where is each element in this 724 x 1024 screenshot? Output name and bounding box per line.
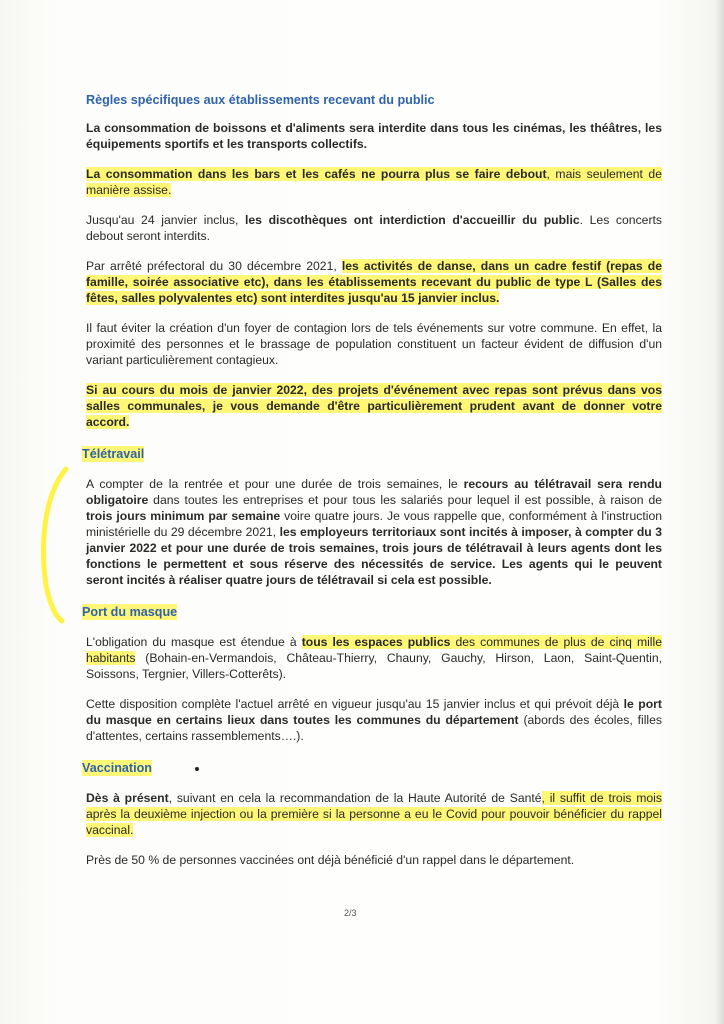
salles-bold: Si au cours du mois de janvier 2022, des projets d'événement avec repas sont prévus dans vos salles communales, je vous demande d'être particulièrement prudent avant de donner votre accord. — [86, 383, 662, 429]
masque-text-2: des communes de plus de cinq mille habitants — [86, 635, 662, 665]
masque-text-1: L'obligation du masque est étendue à — [86, 635, 302, 649]
vacc-highlight: , il suffit de trois mois après la deuxième injection ou la première si la personne a eu le Covid pour pouvoir bénéficier du rappel vaccinal. — [86, 791, 662, 837]
paragraph-danse — [86, 258, 662, 306]
paragraph-teletravail — [86, 476, 662, 588]
page-title: Règles spécifiques aux établissements recevant du public — [86, 93, 435, 107]
paragraph-consommation — [86, 120, 662, 152]
bars-text: , mais seulement de manière assise. — [86, 167, 662, 197]
masque-bold-2: le port du masque en certains lieux dans toutes les communes du département — [86, 697, 662, 727]
highlight-bars — [86, 167, 662, 197]
vacc-text-1: , suivant en cela la recommandation de la Haute Autorité de Santé — [168, 791, 542, 805]
tele-bold-3: les employeurs territoriaux sont incités à imposer, à compter du 3 janvier 2022 et pour une durée de trois semaines, trois jours de télétravail à leurs agents dont les fonctions le permettent et sous réserve des nécessités de service. Les agents qui le peuvent seront incités à réaliser quatre jours de télétravail si cela est possible. — [86, 525, 662, 587]
paragraph-consommation-text: La consommation de boissons et d'aliments sera interdite dans tous les cinémas, les théâtres, les équipements sportifs et les transports collectifs. — [86, 121, 662, 151]
heading-masque: Port du masque — [82, 605, 178, 619]
tele-text-3: voire quatre jours. Je vous rappelle que, conformément à l'instruction ministérielle du 29 décembre 2021, — [86, 509, 663, 539]
masque-text-4: Cette disposition complète l'actuel arrêté en vigueur jusqu'au 15 janvier inclus et qui prévoit déjà — [86, 697, 624, 711]
vacc-bold: Dès à présent — [86, 791, 169, 805]
danse-intro: Par arrêté préfectoral du 30 décembre 2021, — [86, 259, 342, 273]
highlighter-margin-mark — [36, 465, 76, 625]
page-number: 2/3 — [344, 908, 357, 918]
section-teletravail — [82, 444, 662, 588]
paragraph-masque-2 — [86, 696, 662, 744]
bars-bold-text: La consommation dans les bars et les cafés ne pourra plus se faire debout — [86, 167, 547, 181]
paragraph-masque-1 — [86, 634, 662, 682]
masque-text-3: (Bohain-en-Vermandois, Château-Thierry, Chauny, Gauchy, Hirson, Laon, Saint-Quentin, Soissons, Tergnier, Villers-Cotterêts). — [86, 651, 662, 681]
danse-bold: les activités de danse, dans un cadre festif (repas de famille, soirée associative etc), dans les établissements recevant du public de type L (Salles des fêtes, salles polyvalentes etc) sont interdites jusqu'au 15 janvier inclus. — [86, 259, 662, 305]
page-edge-shadow — [714, 0, 724, 1024]
paragraph-bars — [86, 166, 662, 198]
paragraph-foyer: Il faut éviter la création d'un foyer de contagion lors de tels événements sur votre commune. En effet, la proximité des personnes et le brassage de population constituent un facteur évident de diffusion d'un variant particulièrement contagieux. — [86, 321, 662, 367]
paragraph-vaccination-1 — [86, 790, 662, 838]
tele-bold-2: trois jours minimum par semaine — [86, 509, 281, 523]
paragraph-vaccination-2: Près de 50 % de personnes vaccinées ont déjà bénéficié d'un rappel dans le département. — [86, 853, 575, 867]
disco-bold: les discothèques ont interdiction d'accueillir du public — [244, 213, 580, 227]
tele-text-1: A compter de la rentrée et pour une durée de trois semaines, le — [86, 477, 464, 491]
section-vaccination — [82, 758, 662, 868]
tele-text-2: dans toutes les entreprises et pour tous les salariés pour lequel il est possible, à raison de — [148, 493, 662, 507]
heading-teletravail: Télétravail — [82, 447, 145, 461]
section-masque — [82, 602, 662, 744]
disco-intro: Jusqu'au 24 janvier inclus, — [86, 213, 245, 227]
paragraph-salles — [86, 382, 662, 430]
masque-text-5: (abords des écoles, filles d'attentes, certains rassemblements….). — [86, 713, 663, 743]
heading-vaccination: Vaccination — [82, 761, 152, 775]
tele-bold-1: recours au télétravail sera rendu obligatoire — [86, 477, 662, 507]
disco-end: . Les concerts debout seront interdits. — [86, 213, 662, 243]
masque-bold-1: tous les espaces publics — [301, 635, 451, 649]
document-body — [82, 92, 662, 882]
paragraph-discotheques — [86, 212, 662, 244]
